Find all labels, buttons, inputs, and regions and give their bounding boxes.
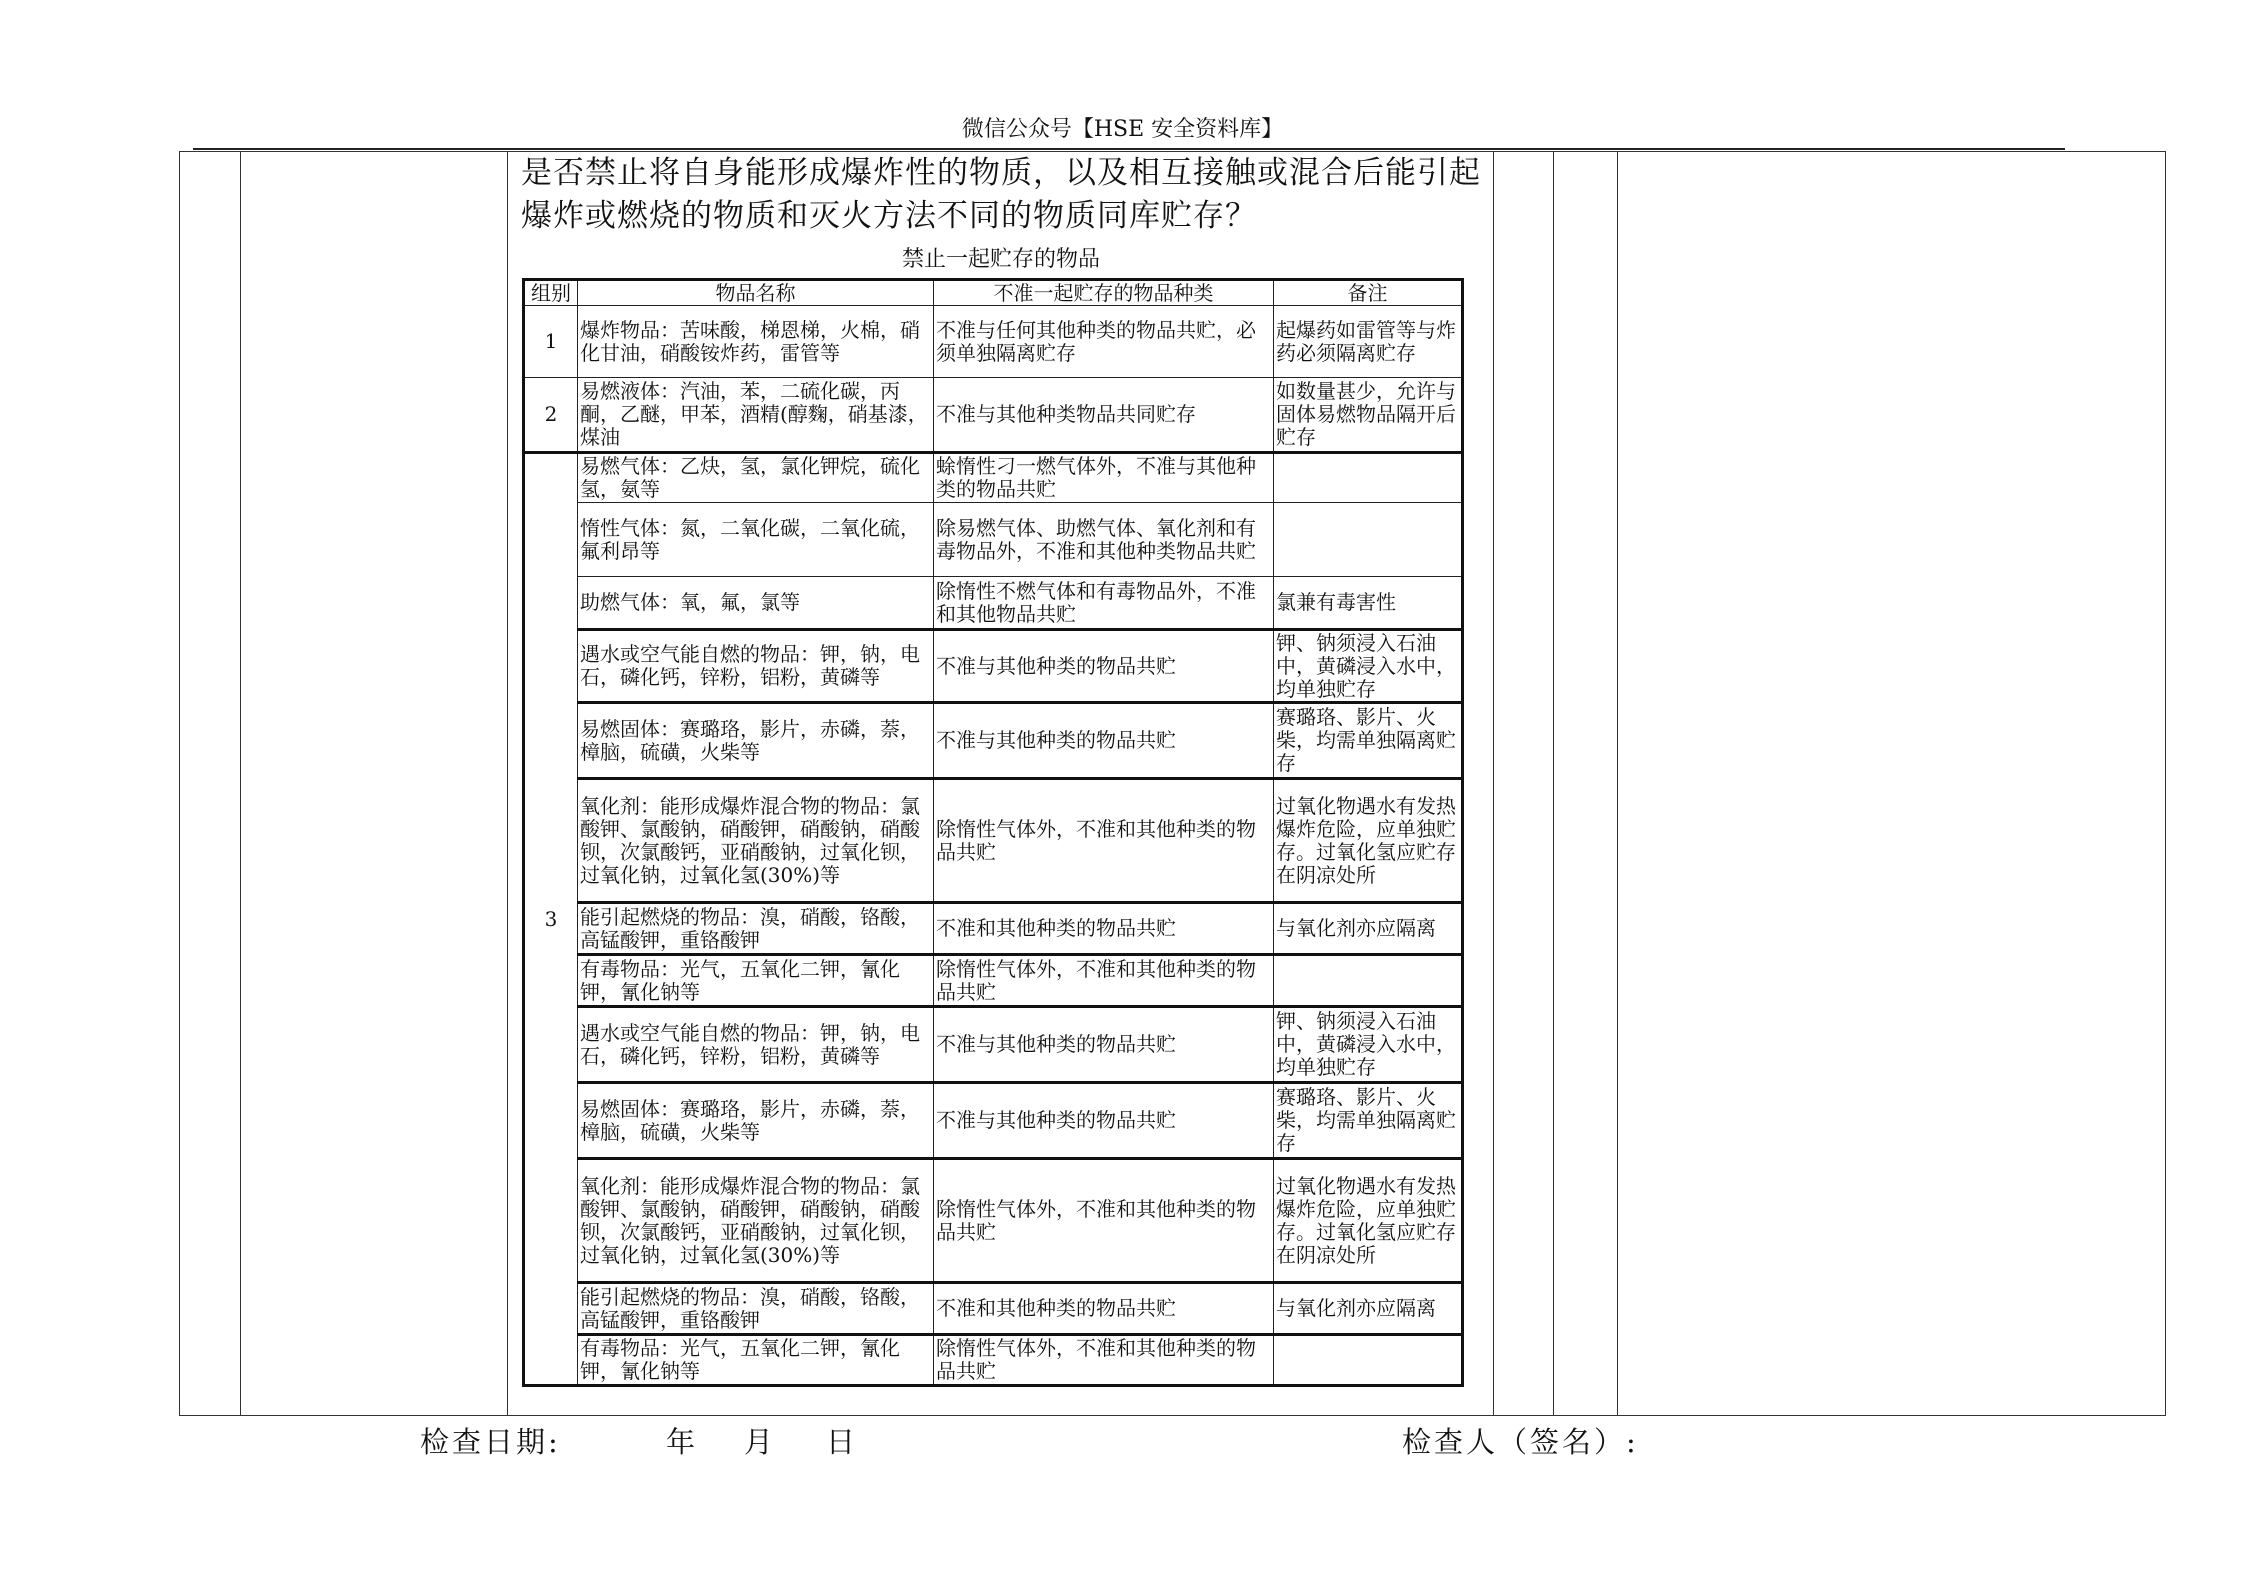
table-row <box>524 1159 1463 1283</box>
item-name-cell: 易燃固体：赛璐珞，影片，赤磷，萘，樟脑，硫磺，火柴等 <box>578 703 934 779</box>
table-row <box>524 577 1463 630</box>
item-name-cell: 遇水或空气能自燃的物品：钾，钠，电石，磷化钙，锌粉，铝粉，黄磷等 <box>578 630 934 703</box>
header-group: 组别 <box>524 280 578 306</box>
inspector-signature-label: 检查人（签名）: <box>1402 1425 1639 1459</box>
remark-cell: 钾、钠须浸入石油中，黄磷浸入水中，均单独贮存 <box>1274 1007 1463 1083</box>
item-name-cell: 能引起燃烧的物品：溴，硝酸，铬酸，高锰酸钾，重铬酸钾 <box>578 1283 934 1335</box>
rule-cell: 蜍惰性刁一燃气体外，不准与其他种类的物品共贮 <box>934 453 1274 503</box>
table-header-row <box>524 280 1463 306</box>
rule-cell: 不准与其他种类的物品共贮 <box>934 630 1274 703</box>
remark-cell: 过氧化物遇水有发热爆炸危险，应单独贮存。过氧化氢应贮存在阴凉处所 <box>1274 779 1463 903</box>
table-caption: 禁止一起贮存的物品 <box>901 247 1100 272</box>
table-row <box>524 703 1463 779</box>
date-day-label: 日 <box>826 1425 859 1459</box>
rule-cell: 除惰性气体外，不准和其他种类的物品共贮 <box>934 1335 1274 1386</box>
check-question: 是否禁止将自身能形成爆炸性的物质，以及相互接触或混合后能引起爆炸或燃烧的物质和灭火方法不同的物质同库贮存？ <box>521 155 1481 234</box>
rule-cell: 除惰性不燃气体和有毒物品外，不准和其他物品共贮 <box>934 577 1274 630</box>
rule-cell: 不准与其他种类的物品共贮 <box>934 1083 1274 1159</box>
rule-cell: 除惰性气体外，不准和其他种类的物品共贮 <box>934 955 1274 1007</box>
header-item-name: 物品名称 <box>578 280 934 306</box>
remark-cell <box>1274 955 1463 1007</box>
table-row <box>524 779 1463 903</box>
remark-cell <box>1274 453 1463 503</box>
table-row <box>524 453 1463 503</box>
header-remark: 备注 <box>1274 280 1463 306</box>
table-row <box>524 503 1463 577</box>
column-divider <box>507 151 508 1416</box>
header-divider <box>193 148 2065 150</box>
remark-cell <box>1274 503 1463 577</box>
inspection-date-label: 检查日期: <box>420 1425 561 1459</box>
item-name-cell: 易燃气体：乙炔，氢，氯化钾烷，硫化氢，氨等 <box>578 453 934 503</box>
item-name-cell: 遇水或空气能自燃的物品：钾，钠，电石，磷化钙，锌粉，铝粉，黄磷等 <box>578 1007 934 1083</box>
group-cell: 3 <box>524 453 578 1386</box>
item-name-cell: 易燃固体：赛璐珞，影片，赤磷，萘，樟脑，硫磺，火柴等 <box>578 1083 934 1159</box>
group-cell: 1 <box>524 306 578 378</box>
table-row <box>524 903 1463 955</box>
table-row <box>524 1083 1463 1159</box>
remark-cell: 钾、钠须浸入石油中，黄磷浸入水中，均单独贮存 <box>1274 630 1463 703</box>
column-divider <box>1553 151 1554 1416</box>
rule-cell: 不准和其他种类的物品共贮 <box>934 903 1274 955</box>
table-row <box>524 306 1463 378</box>
item-name-cell: 氧化剂：能形成爆炸混合物的物品：氯酸钾、氯酸钠，硝酸钾，硝酸钠，硝酸钡，次氯酸钙，亚硝酸钠，过氧化钡，过氧化钠，过氧化氢(30%)等 <box>578 779 934 903</box>
page-header: 微信公众号【HSE 安全资料库】 <box>961 117 1284 142</box>
rule-cell: 不准和其他种类的物品共贮 <box>934 1283 1274 1335</box>
item-name-cell: 氧化剂：能形成爆炸混合物的物品：氯酸钾、氯酸钠，硝酸钾，硝酸钠，硝酸钡，次氯酸钙，亚硝酸钠，过氧化钡，过氧化钠，过氧化氢(30%)等 <box>578 1159 934 1283</box>
item-name-cell: 惰性气体：氮，二氧化碳，二氧化硫，氟利昂等 <box>578 503 934 577</box>
storage-table <box>522 278 1464 1387</box>
header-forbidden-with: 不准一起贮存的物品种类 <box>934 280 1274 306</box>
remark-cell: 起爆药如雷管等与炸药必须隔离贮存 <box>1274 306 1463 378</box>
remark-cell <box>1274 1335 1463 1386</box>
column-divider <box>240 151 241 1416</box>
remark-cell: 氯兼有毒害性 <box>1274 577 1463 630</box>
item-name-cell: 易燃液体：汽油，苯，二硫化碳，丙酮，乙醚，甲苯，酒精(醇麴，硝基漆，煤油 <box>578 378 934 453</box>
rule-cell: 不准与其他种类的物品共贮 <box>934 703 1274 779</box>
item-name-cell: 助燃气体：氧，氟，氯等 <box>578 577 934 630</box>
item-name-cell: 能引起燃烧的物品：溴，硝酸，铬酸，高锰酸钾，重铬酸钾 <box>578 903 934 955</box>
column-divider <box>1493 151 1494 1416</box>
table-row <box>524 630 1463 703</box>
item-name-cell: 有毒物品：光气，五氧化二钾，氰化钾，氰化钠等 <box>578 955 934 1007</box>
rule-cell: 除惰性气体外，不准和其他种类的物品共贮 <box>934 779 1274 903</box>
rule-cell: 不准与其他种类的物品共贮 <box>934 1007 1274 1083</box>
table-row <box>524 1335 1463 1386</box>
table-row <box>524 1007 1463 1083</box>
remark-cell: 与氧化剂亦应隔离 <box>1274 903 1463 955</box>
rule-cell: 不准与任何其他种类的物品共贮，必须单独隔离贮存 <box>934 306 1274 378</box>
item-name-cell: 爆炸物品：苦味酸，梯恩梯，火棉，硝化甘油，硝酸铵炸药，雷管等 <box>578 306 934 378</box>
date-month-label: 月 <box>744 1425 777 1459</box>
column-divider <box>1617 151 1618 1416</box>
remark-cell: 赛璐珞、影片、火柴，均需单独隔离贮存 <box>1274 703 1463 779</box>
rule-cell: 不准与其他种类物品共同贮存 <box>934 378 1274 453</box>
table-row <box>524 955 1463 1007</box>
item-name-cell: 有毒物品：光气，五氧化二钾，氰化钾，氰化钠等 <box>578 1335 934 1386</box>
remark-cell: 赛璐珞、影片、火柴，均需单独隔离贮存 <box>1274 1083 1463 1159</box>
table-row <box>524 1283 1463 1335</box>
rule-cell: 除易燃气体、助燃气体、氧化剂和有毒物品外，不准和其他种类物品共贮 <box>934 503 1274 577</box>
rule-cell: 除惰性气体外，不准和其他种类的物品共贮 <box>934 1159 1274 1283</box>
remark-cell: 过氧化物遇水有发热爆炸危险，应单独贮存。过氧化氢应贮存在阴凉处所 <box>1274 1159 1463 1283</box>
date-year-label: 年 <box>666 1425 699 1459</box>
group-cell: 2 <box>524 378 578 453</box>
remark-cell: 与氧化剂亦应隔离 <box>1274 1283 1463 1335</box>
remark-cell: 如数量甚少，允许与固体易燃物品隔开后贮存 <box>1274 378 1463 453</box>
table-row <box>524 378 1463 453</box>
